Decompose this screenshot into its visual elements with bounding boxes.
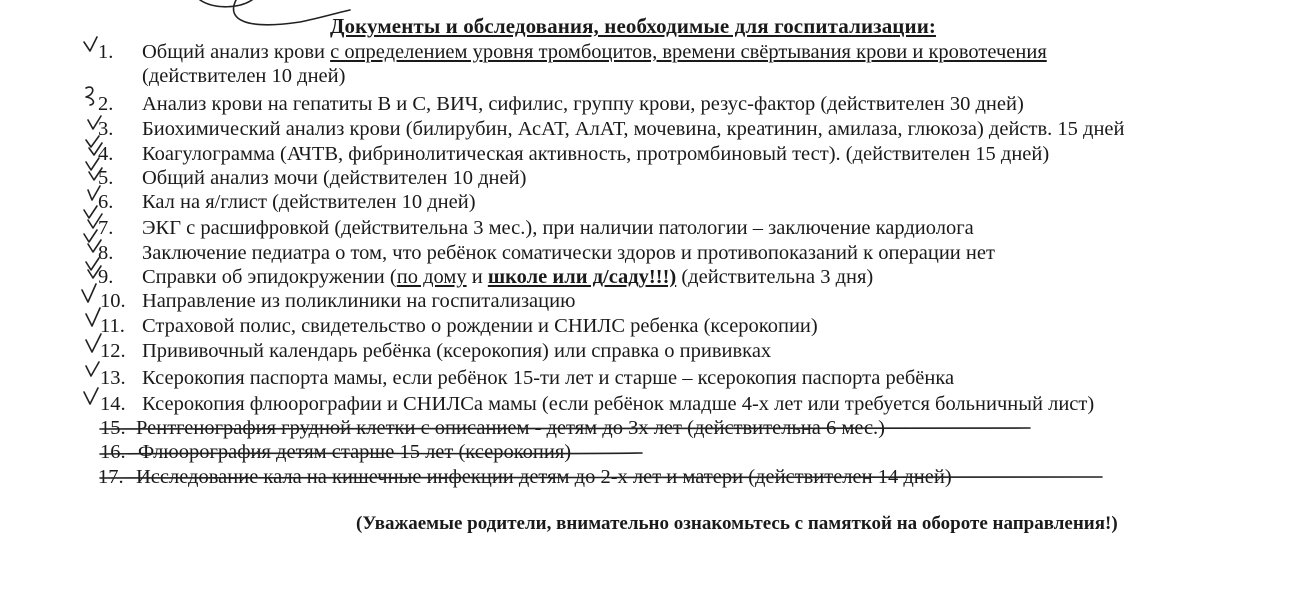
item-text: Страховой полис, свидетельство о рождении и СНИЛС ребенка (ксерокопии) [142,315,818,337]
item-text: (действительна 3 дня) [676,266,874,288]
footer-note: (Уважаемые родители, внимательно ознакомьтесь с памяткой на обороте направления!) [356,513,1118,534]
item-text: Заключение педиатра о том, что ребёнок соматически здоров и противопоказаний к операции нет [142,242,995,264]
item-text-underlined: по дому [396,266,467,288]
item-text: Ксерокопия паспорта мамы, если ребёнок 15-ти лет и старше – ксерокопия паспорта ребёнка [142,367,955,389]
item-text-bold-underlined: школе или д/саду!!!) [487,266,677,288]
item-text-underlined: с определением уровня тромбоцитов, времени свёртывания крови и кровотечения [330,41,1047,63]
item-text: Анализ крови на гепатиты В и С, ВИЧ, сифилис, группу крови, резус-фактор (действителен 30 дней) [142,93,1024,115]
check-mark-icon [86,362,99,376]
pen-curve-mark [200,0,252,7]
item-text: (действителен 10 дней) [142,65,346,87]
item-text: Направление из поликлиники на госпитализацию [142,290,576,312]
item-text: Коагулограмма (АЧТВ, фибринолитическая активность, протромбиновый тест). (действителен 15 дней) [142,143,1050,165]
item-text: Общий анализ крови [142,41,331,63]
item-number: 7. [98,217,114,239]
item-number: 13. [100,367,126,389]
item-text: Ксерокопия флюорографии и СНИЛСа мамы (если ребёнок младше 4-х лет или требуется больничный лист) [142,393,1095,415]
item-number: 8. [98,242,114,264]
item-number: 12. [100,340,126,362]
item-number: 15. [100,417,126,439]
item-text: Прививочный календарь ребёнка (ксерокопия) или справка о прививках [142,340,772,362]
check-mark-icon [86,334,101,352]
check-mark-icon [86,87,93,105]
item-number: 16. [100,441,126,463]
check-mark-icon [82,284,96,302]
document-title: Документы и обследования, необходимые для госпитализации: [330,14,936,38]
item-number: 5. [98,167,114,189]
item-number: 9. [98,266,114,288]
item-number: 2. [98,93,114,115]
item-number: 3. [98,118,114,140]
check-mark-icon [86,308,100,326]
item-text: и [466,266,488,288]
item-text: Кал на я/глист (действителен 10 дней) [142,191,476,213]
item-text: Флюорография детям старше 15 лет (ксерокопия) [138,441,572,463]
item-number: 17. [98,466,124,488]
check-mark-icon [84,388,98,404]
item-number: 11. [100,315,125,337]
item-number: 14. [100,393,126,415]
item-text: Биохимический анализ крови (билирубин, АсАТ, АлАТ, мочевина, креатинин, амилаза, глюкоза) действ. 15 дней [142,118,1125,140]
item-text: Рентгенография грудной клетки с описанием - детям до 3х лет (действительна 6 мес.) [136,417,885,439]
check-mark-icon [84,230,97,242]
item-number: 10. [100,290,126,312]
item-text: Общий анализ мочи (действителен 10 дней) [142,167,527,189]
item-text: Исследование кала на кишечные инфекции детям до 2-х лет и матери (действителен 14 дней) [136,466,952,488]
item-text: ЭКГ с расшифровкой (действительна 3 мес.), при наличии патологии – заключение кардиолога [142,217,974,239]
check-mark-icon [84,206,97,218]
item-number: 6. [98,191,114,213]
check-mark-icon [84,37,97,51]
item-number: 4. [98,143,114,165]
item-number: 1. [98,41,114,63]
item-text: Справки об эпидокружении ( [142,266,397,288]
